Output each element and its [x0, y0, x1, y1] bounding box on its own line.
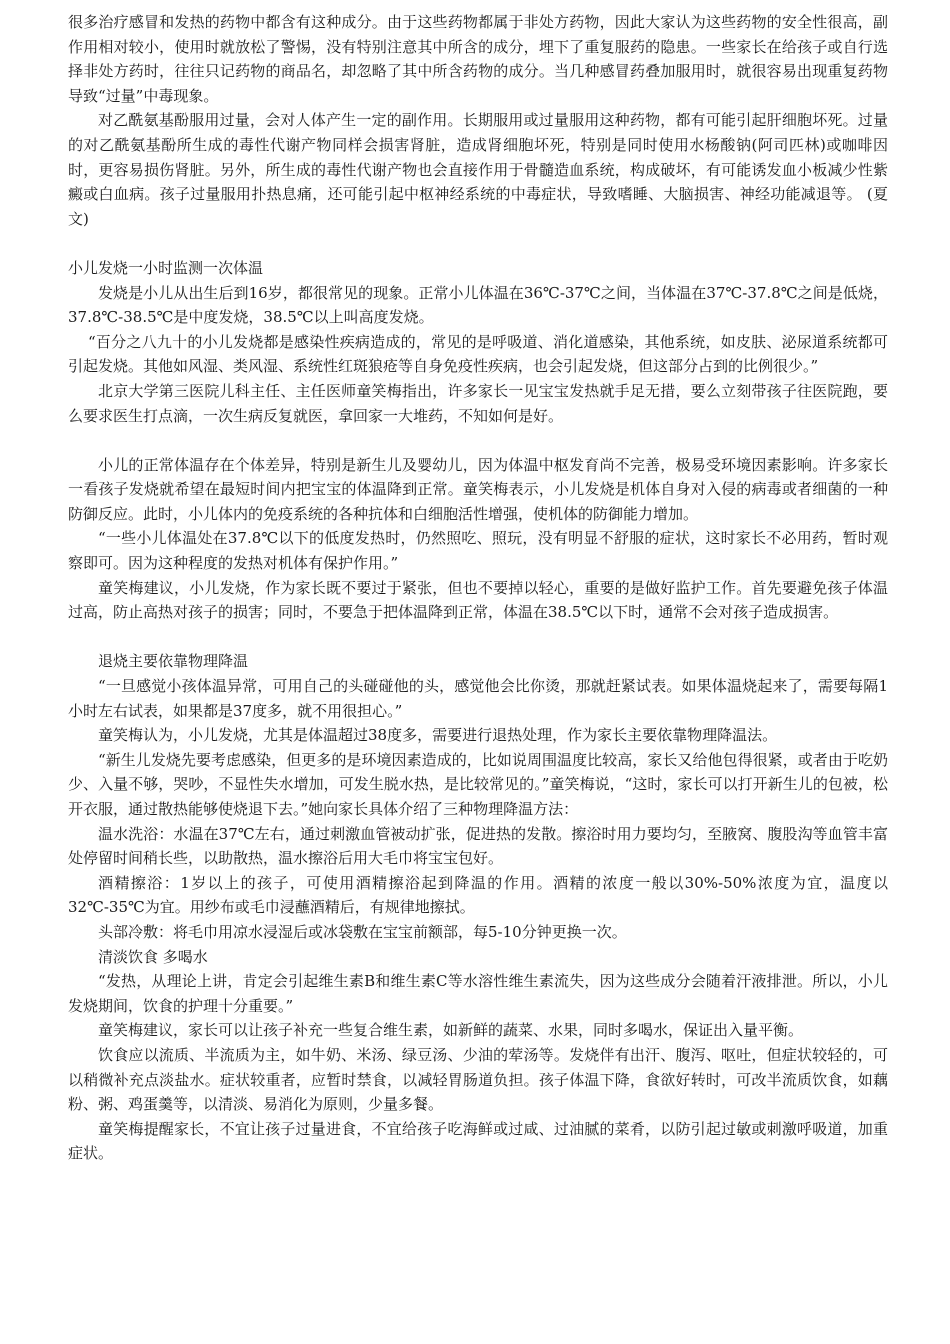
blank-line [68, 231, 888, 256]
paragraph: 温水洗浴：水温在37℃左右，通过刺激血管被动扩张，促进热的发散。擦浴时用力要均匀，至腋窝、腹股沟等血管丰富处停留时间稍长些，以助散热，温水擦浴后用大毛巾将宝宝包好。 [68, 824, 888, 868]
paragraph: “发热，从理论上讲，肯定会引起维生素B和维生素C等水溶性维生素流失，因为这些成分会随着汗液排泄。所以，小儿发烧期间，饮食的护理十分重要。” [68, 972, 888, 1015]
paragraph: “一些小儿体温处在37.8℃以下的低度发热时，仍然照吃、照玩，没有明显不舒服的症状，这时家长不必用药，暂时观察即可。因为这种程度的发热对机体有保护作用。” [68, 529, 888, 573]
paragraph: “百分之八九十的小儿发烧都是感染性疾病造成的，常见的是呼吸道、消化道感染，其他系统，如皮肤、泌尿道系统都可引起发烧。其他如风湿、类风湿、系统性红斑狼疮等自身免疫性疾病，也会引起发烧，但这部分占到的比例很少。” [68, 332, 888, 376]
paragraph: 头部冷敷：将毛巾用凉水浸湿后或冰袋敷在宝宝前额部，每5-10分钟更换一次。 [98, 922, 627, 941]
paragraph: 北京大学第三医院儿科主任、主任医师童笑梅指出，许多家长一见宝宝发热就手足无措，要么立刻带孩子往医院跑，要么要求医生打点滴，一次生病反复就医，拿回家一大堆药，不知如何是好。 [68, 381, 888, 425]
blank-line [68, 428, 888, 453]
paragraph: 童笑梅认为，小儿发烧，尤其是体温超过38度多，需要进行退热处理，作为家长主要依靠物理降温法。 [98, 726, 778, 745]
paragraph: “新生儿发烧先要考虑感染，但更多的是环境因素造成的，比如说周围温度比较高，家长又给他包得很紧，或者由于吃奶少、入量不够，哭吵，不显性失水增加，可发生脱水热，是比较常见的。”童笑梅说，“这时，家长可以打开新生儿的包被，松开衣服，通过散热能够使烧退下去。”她向家长具体介绍了三种物理降温方法： [68, 750, 888, 818]
section-heading: 小儿发烧一小时监测一次体温 [68, 258, 264, 277]
paragraph: 小儿的正常体温存在个体差异，特别是新生儿及婴幼儿，因为体温中枢发育尚不完善，极易受环境因素影响。许多家长一看孩子发烧就希望在最短时间内把宝宝的体温降到正常。童笑梅表示，小儿发烧是机体自身对入侵的病毒或者细菌的一种防御反应。此时，小儿体内的免疫系统的各种抗体和白细胞活性增强，使机体的防御能力增加。 [68, 455, 888, 523]
section-heading: 清淡饮食 多喝水 [98, 947, 208, 966]
paragraph: 对乙酰氨基酚服用过量，会对人体产生一定的副作用。长期服用或过量服用这种药物，都有可能引起肝细胞坏死。过量的对乙酰氨基酚所生成的毒性代谢产物同样会损害肾脏，造成肾细胞坏死，特别是同时使用水杨酸钠(阿司匹林)或咖啡因时，更容易损伤肾脏。另外，所生成的毒性代谢产物也会直接作用于骨髓造血系统，构成破坏，有可能诱发血小板减少性紫癜或白血病。孩子过量服用扑热息痛，还可能引起中枢神经系统的中毒症状，导致嗜睡、大脑损害、神经功能减退等。 (夏文) [68, 111, 888, 228]
document-body [68, 10, 888, 1166]
paragraph: 发烧是小儿从出生后到16岁，都很常见的现象。正常小儿体温在36℃-37℃之间，当体温在37℃-37.8℃之间是低烧，37.8℃-38.5℃是中度发烧，38.5℃以上叫高度发烧。 [68, 283, 888, 327]
blank-line [68, 625, 888, 650]
paragraph: 童笑梅提醒家长，不宜让孩子过量进食，不宜给孩子吃海鲜或过咸、过油腻的菜肴，以防引起过敏或刺激呼吸道，加重症状。 [68, 1119, 888, 1163]
paragraph: 童笑梅建议，家长可以让孩子补充一些复合维生素，如新鲜的蔬菜、水果，同时多喝水，保证出入量平衡。 [98, 1021, 804, 1040]
paragraph: 酒精擦浴：1岁以上的孩子，可使用酒精擦浴起到降温的作用。酒精的浓度一般以30%-50%浓度为宜，温度以32℃-35℃为宜。用纱布或毛巾浸蘸酒精后，有规律地擦拭。 [68, 873, 888, 917]
paragraph: 饮食应以流质、半流质为主，如牛奶、米汤、绿豆汤、少油的荤汤等。发烧伴有出汗、腹泻、呕吐，但症状较轻的，可以稍微补充点淡盐水。症状较重者，应暂时禁食，以减轻胃肠道负担。孩子体温下降，食欲好转时，可改半流质饮食，如藕粉、粥、鸡蛋羹等，以清淡、易消化为原则，少量多餐。 [68, 1045, 888, 1114]
paragraph: 很多治疗感冒和发热的药物中都含有这种成分。由于这些药物都属于非处方药物，因此大家认为这些药物的安全性很高，副作用相对较小，使用时就放松了警惕，没有特别注意其中所含的成分，埋下了重复服药的隐患。一些家长在给孩子或自行选择非处方药时，往往只记药物的商品名，却忽略了其中所含药物的成分。当几种感冒药叠加服用时，就很容易出现重复药物导致“过量”中毒现象。 [68, 13, 888, 105]
section-heading: 退烧主要依靠物理降温 [98, 652, 249, 671]
paragraph: 童笑梅建议，小儿发烧，作为家长既不要过于紧张，但也不要掉以轻心，重要的是做好监护工作。首先要避免孩子体温过高，防止高热对孩子的损害；同时，不要急于把体温降到正常，体温在38.5℃以下时，通常不会对孩子造成损害。 [68, 578, 888, 622]
paragraph: “一旦感觉小孩体温异常，可用自己的头碰碰他的头，感觉他会比你烫，那就赶紧试表。如果体温烧起来了，需要每隔1小时左右试表，如果都是37度多，就不用很担心。” [68, 677, 888, 720]
